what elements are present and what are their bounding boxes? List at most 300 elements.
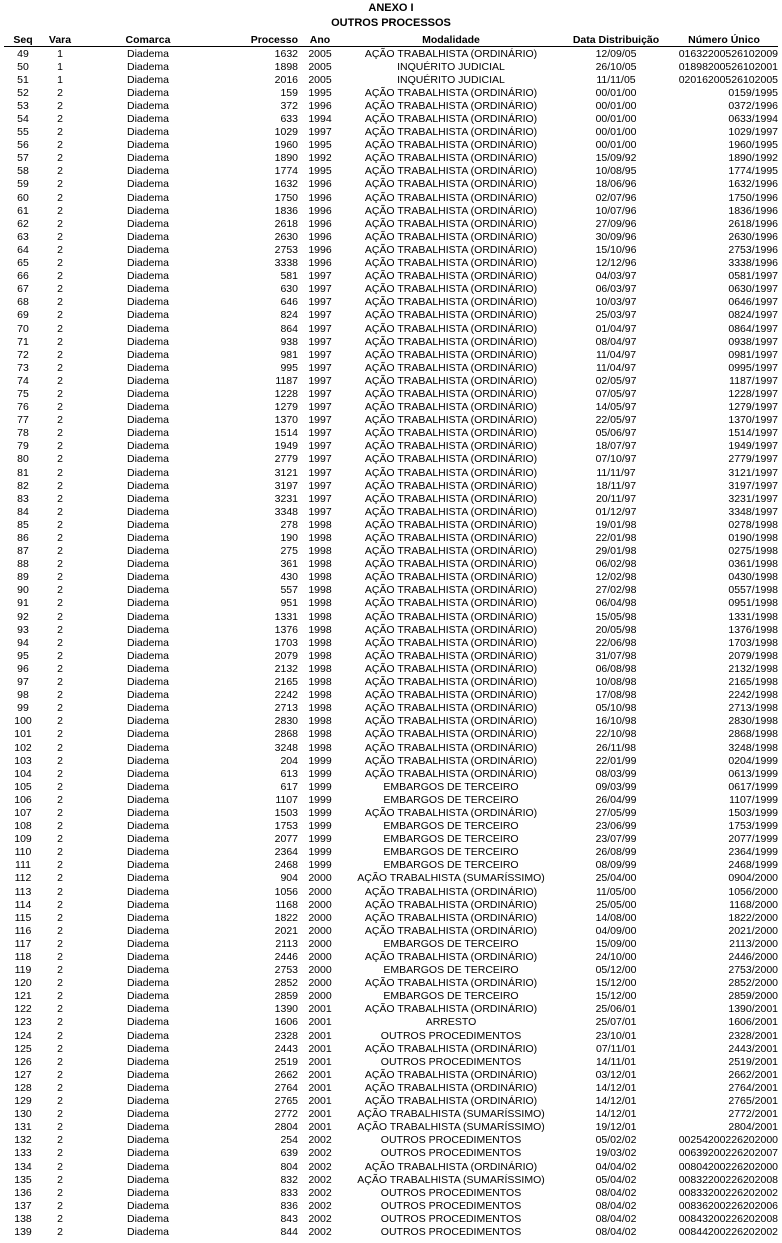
table-row [4, 1160, 778, 1173]
cell-processo: 843 [280, 1212, 298, 1225]
cell-numero-unico: 1703/1998 [728, 636, 778, 649]
cell-numero-unico: 3248/1998 [728, 741, 778, 754]
cell-vara: 2 [57, 348, 63, 361]
cell-ano: 2000 [308, 977, 332, 990]
table-row [4, 833, 778, 846]
cell-modalidade: AÇÃO TRABALHISTA (ORDINÁRIO) [364, 361, 538, 374]
cell-data-distribuicao: 07/10/97 [595, 453, 637, 466]
cell-ano: 2000 [308, 872, 332, 885]
cell-seq: 139 [14, 1225, 32, 1238]
cell-comarca: Diadema [126, 597, 170, 610]
cell-numero-unico: 2021/2000 [728, 924, 778, 937]
cell-ano: 1997 [308, 387, 332, 400]
cell-ano: 1998 [308, 649, 332, 662]
table-row [4, 937, 778, 950]
cell-processo: 995 [280, 361, 298, 374]
cell-data-distribuicao: 14/05/97 [595, 401, 637, 414]
table-row [4, 597, 778, 610]
cell-data-distribuicao: 00/01/00 [595, 99, 637, 112]
cell-vara: 2 [57, 1225, 63, 1238]
cell-processo: 2764 [274, 1081, 298, 1094]
cell-numero-unico: 0617/1999 [728, 780, 778, 793]
cell-numero-unico: 00254200226202000 [678, 1134, 778, 1147]
cell-data-distribuicao: 22/10/98 [595, 728, 637, 741]
cell-modalidade: AÇÃO TRABALHISTA (SUMARÍSSIMO) [357, 1108, 545, 1121]
cell-modalidade: AÇÃO TRABALHISTA (ORDINÁRIO) [364, 558, 538, 571]
cell-ano: 1997 [308, 283, 332, 296]
cell-numero-unico: 0275/1998 [728, 545, 778, 558]
cell-numero-unico: 01898200526102001 [678, 60, 778, 73]
table-row [4, 99, 778, 112]
cell-comarca: Diadema [126, 414, 170, 427]
cell-ano: 1995 [308, 165, 332, 178]
cell-data-distribuicao: 07/05/97 [595, 387, 637, 400]
table-row [4, 977, 778, 990]
cell-modalidade: AÇÃO TRABALHISTA (ORDINÁRIO) [364, 584, 538, 597]
cell-comarca: Diadema [126, 139, 170, 152]
cell-ano: 1999 [308, 833, 332, 846]
document-title: ANEXO I [368, 2, 414, 14]
cell-data-distribuicao: 01/04/97 [595, 322, 637, 335]
cell-numero-unico: 2662/2001 [728, 1068, 778, 1081]
cell-ano: 2001 [308, 1055, 332, 1068]
cell-processo: 1331 [274, 610, 298, 623]
cell-seq: 97 [17, 676, 29, 689]
cell-ano: 1997 [308, 492, 332, 505]
cell-ano: 1997 [308, 427, 332, 440]
cell-processo: 1107 [275, 793, 298, 806]
cell-ano: 2000 [308, 885, 332, 898]
cell-vara: 2 [57, 1016, 63, 1029]
cell-ano: 1999 [308, 780, 332, 793]
cell-numero-unico: 0278/1998 [728, 518, 778, 531]
table-row [4, 283, 778, 296]
cell-vara: 2 [57, 479, 63, 492]
cell-comarca: Diadema [126, 479, 170, 492]
cell-comarca: Diadema [126, 793, 170, 806]
cell-processo: 864 [280, 322, 298, 335]
cell-modalidade: AÇÃO TRABALHISTA (ORDINÁRIO) [364, 741, 538, 754]
cell-comarca: Diadema [126, 558, 170, 571]
cell-processo: 2713 [274, 702, 298, 715]
cell-numero-unico: 1168/2000 [729, 898, 778, 911]
cell-vara: 2 [57, 296, 63, 309]
cell-comarca: Diadema [126, 1003, 170, 1016]
cell-ano: 1998 [308, 558, 332, 571]
cell-numero-unico: 1187/1997 [729, 374, 778, 387]
cell-comarca: Diadema [126, 374, 170, 387]
table-row [4, 387, 778, 400]
table-row [4, 584, 778, 597]
table-row [4, 1121, 778, 1134]
cell-seq: 70 [17, 322, 29, 335]
cell-comarca: Diadema [126, 466, 170, 479]
cell-data-distribuicao: 05/04/02 [595, 1173, 637, 1186]
cell-data-distribuicao: 01/12/97 [595, 505, 637, 518]
cell-processo: 1703 [274, 636, 298, 649]
cell-seq: 122 [14, 1003, 32, 1016]
cell-vara: 2 [57, 466, 63, 479]
cell-comarca: Diadema [126, 584, 170, 597]
cell-ano: 1997 [308, 401, 332, 414]
cell-ano: 1998 [308, 741, 332, 754]
cell-processo: 613 [280, 767, 298, 780]
cell-numero-unico: 2852/2000 [728, 977, 778, 990]
cell-vara: 2 [57, 532, 63, 545]
cell-data-distribuicao: 11/11/97 [596, 466, 636, 479]
cell-numero-unico: 0581/1997 [728, 270, 778, 283]
cell-data-distribuicao: 06/08/98 [595, 662, 637, 675]
table-row [4, 741, 778, 754]
cell-comarca: Diadema [126, 676, 170, 689]
cell-vara: 2 [57, 793, 63, 806]
table-row [4, 178, 778, 191]
table-row [4, 649, 778, 662]
cell-vara: 2 [57, 165, 63, 178]
cell-seq: 102 [14, 741, 32, 754]
cell-seq: 68 [17, 296, 29, 309]
cell-numero-unico: 1606/2001 [728, 1016, 778, 1029]
cell-comarca: Diadema [126, 1173, 170, 1186]
cell-comarca: Diadema [126, 217, 170, 230]
cell-vara: 2 [57, 361, 63, 374]
cell-numero-unico: 0951/1998 [728, 597, 778, 610]
cell-modalidade: EMBARGOS DE TERCEIRO [383, 820, 519, 833]
cell-vara: 2 [57, 689, 63, 702]
cell-numero-unico: 00844200226202002 [678, 1225, 778, 1238]
cell-vara: 2 [57, 1186, 63, 1199]
cell-data-distribuicao: 31/07/98 [595, 649, 637, 662]
cell-modalidade: AÇÃO TRABALHISTA (ORDINÁRIO) [364, 401, 538, 414]
cell-numero-unico: 0938/1997 [728, 335, 778, 348]
cell-data-distribuicao: 23/10/01 [595, 1029, 637, 1042]
cell-ano: 1997 [308, 296, 332, 309]
cell-data-distribuicao: 06/02/98 [595, 558, 637, 571]
cell-vara: 2 [57, 977, 63, 990]
cell-processo: 581 [280, 270, 298, 283]
cell-comarca: Diadema [126, 990, 170, 1003]
cell-modalidade: AÇÃO TRABALHISTA (ORDINÁRIO) [364, 387, 538, 400]
cell-seq: 55 [17, 126, 29, 139]
cell-data-distribuicao: 15/09/00 [595, 937, 637, 950]
cell-vara: 2 [57, 113, 63, 126]
table-row [4, 1186, 778, 1199]
cell-modalidade: AÇÃO TRABALHISTA (ORDINÁRIO) [364, 610, 538, 623]
cell-vara: 2 [57, 387, 63, 400]
table-row [4, 191, 778, 204]
cell-vara: 2 [57, 662, 63, 675]
table-row [4, 492, 778, 505]
cell-seq: 101 [14, 728, 32, 741]
cell-ano: 2000 [308, 911, 332, 924]
cell-seq: 69 [17, 309, 29, 322]
cell-modalidade: AÇÃO TRABALHISTA (ORDINÁRIO) [364, 322, 538, 335]
cell-numero-unico: 0361/1998 [728, 558, 778, 571]
cell-vara: 2 [57, 649, 63, 662]
cell-seq: 93 [17, 623, 29, 636]
cell-vara: 2 [57, 230, 63, 243]
cell-processo: 557 [280, 584, 298, 597]
cell-numero-unico: 1056/2000 [728, 885, 778, 898]
cell-modalidade: AÇÃO TRABALHISTA (ORDINÁRIO) [364, 505, 538, 518]
cell-processo: 2630 [274, 230, 298, 243]
table-row [4, 257, 778, 270]
cell-modalidade: AÇÃO TRABALHISTA (ORDINÁRIO) [364, 728, 538, 741]
cell-vara: 2 [57, 178, 63, 191]
cell-data-distribuicao: 27/02/98 [595, 584, 637, 597]
cell-numero-unico: 1107/1999 [729, 793, 778, 806]
cell-vara: 2 [57, 1042, 63, 1055]
cell-comarca: Diadema [126, 322, 170, 335]
cell-vara: 2 [57, 217, 63, 230]
cell-modalidade: AÇÃO TRABALHISTA (ORDINÁRIO) [364, 479, 538, 492]
cell-ano: 2000 [308, 937, 332, 950]
cell-ano: 1997 [308, 505, 332, 518]
cell-seq: 137 [14, 1199, 32, 1212]
table-row [4, 440, 778, 453]
cell-processo: 646 [280, 296, 298, 309]
cell-modalidade: AÇÃO TRABALHISTA (ORDINÁRIO) [364, 806, 538, 819]
cell-numero-unico: 00843200226202008 [678, 1212, 778, 1225]
cell-comarca: Diadema [126, 977, 170, 990]
cell-data-distribuicao: 05/12/00 [595, 964, 637, 977]
cell-modalidade: AÇÃO TRABALHISTA (ORDINÁRIO) [364, 99, 538, 112]
table-row [4, 243, 778, 256]
cell-data-distribuicao: 18/07/97 [595, 440, 637, 453]
cell-numero-unico: 1370/1997 [728, 414, 778, 427]
cell-seq: 85 [17, 518, 29, 531]
cell-vara: 2 [57, 270, 63, 283]
cell-comarca: Diadema [126, 780, 170, 793]
table-row [4, 335, 778, 348]
cell-data-distribuicao: 05/10/98 [595, 702, 637, 715]
cell-seq: 109 [14, 833, 32, 846]
cell-comarca: Diadema [126, 846, 170, 859]
cell-ano: 1997 [308, 453, 332, 466]
cell-seq: 75 [17, 387, 29, 400]
cell-numero-unico: 01632200526102009 [678, 47, 778, 60]
cell-processo: 2077 [274, 833, 298, 846]
cell-data-distribuicao: 08/04/97 [595, 335, 637, 348]
cell-ano: 1996 [308, 257, 332, 270]
cell-numero-unico: 2328/2001 [728, 1029, 778, 1042]
cell-vara: 2 [57, 937, 63, 950]
table-row [4, 152, 778, 165]
cell-ano: 1997 [308, 270, 332, 283]
cell-vara: 2 [57, 374, 63, 387]
cell-ano: 1998 [308, 636, 332, 649]
cell-numero-unico: 0824/1997 [728, 309, 778, 322]
cell-numero-unico: 1228/1997 [728, 387, 778, 400]
cell-comarca: Diadema [126, 518, 170, 531]
cell-numero-unico: 1279/1997 [728, 401, 778, 414]
cell-numero-unico: 00804200226202000 [678, 1160, 778, 1173]
cell-vara: 2 [57, 859, 63, 872]
cell-processo: 1750 [274, 191, 298, 204]
cell-processo: 1606 [274, 1016, 298, 1029]
cell-numero-unico: 1750/1996 [728, 191, 778, 204]
cell-ano: 1995 [308, 139, 332, 152]
cell-modalidade: AÇÃO TRABALHISTA (ORDINÁRIO) [364, 885, 538, 898]
cell-seq: 128 [14, 1081, 32, 1094]
cell-ano: 1997 [308, 126, 332, 139]
cell-numero-unico: 2868/1998 [728, 728, 778, 741]
cell-seq: 135 [14, 1173, 32, 1186]
cell-ano: 1998 [308, 702, 332, 715]
cell-modalidade: AÇÃO TRABALHISTA (ORDINÁRIO) [364, 113, 538, 126]
cell-vara: 2 [57, 623, 63, 636]
cell-modalidade: EMBARGOS DE TERCEIRO [383, 793, 519, 806]
cell-processo: 1822 [274, 911, 298, 924]
cell-comarca: Diadema [126, 505, 170, 518]
cell-ano: 1999 [308, 806, 332, 819]
cell-data-distribuicao: 26/11/98 [595, 741, 637, 754]
cell-vara: 2 [57, 584, 63, 597]
cell-modalidade: AÇÃO TRABALHISTA (SUMARÍSSIMO) [357, 872, 545, 885]
cell-seq: 116 [14, 924, 32, 937]
cell-seq: 62 [17, 217, 29, 230]
cell-comarca: Diadema [126, 492, 170, 505]
table-row [4, 518, 778, 531]
cell-ano: 2002 [308, 1225, 332, 1238]
cell-processo: 159 [280, 86, 298, 99]
table-row [4, 1147, 778, 1160]
table-row [4, 126, 778, 139]
cell-vara: 2 [57, 715, 63, 728]
cell-comarca: Diadema [126, 937, 170, 950]
cell-numero-unico: 3348/1997 [728, 505, 778, 518]
cell-data-distribuicao: 25/04/00 [595, 872, 637, 885]
cell-data-distribuicao: 19/03/02 [595, 1147, 637, 1160]
cell-processo: 361 [280, 558, 298, 571]
cell-comarca: Diadema [126, 728, 170, 741]
cell-processo: 1056 [274, 885, 298, 898]
cell-vara: 2 [57, 492, 63, 505]
table-row [4, 1055, 778, 1068]
cell-processo: 833 [280, 1186, 298, 1199]
cell-numero-unico: 0204/1999 [728, 754, 778, 767]
cell-data-distribuicao: 25/06/01 [595, 1003, 637, 1016]
cell-ano: 2001 [308, 1121, 332, 1134]
col-header-processo: Processo [218, 34, 300, 47]
cell-vara: 2 [57, 243, 63, 256]
cell-vara: 2 [57, 741, 63, 754]
col-header-seq: Seq [4, 34, 42, 47]
cell-seq: 110 [14, 846, 32, 859]
cell-data-distribuicao: 02/07/96 [595, 191, 637, 204]
cell-seq: 96 [17, 662, 29, 675]
cell-modalidade: AÇÃO TRABALHISTA (ORDINÁRIO) [364, 1081, 538, 1094]
cell-data-distribuicao: 14/12/01 [595, 1081, 637, 1094]
cell-modalidade: AÇÃO TRABALHISTA (ORDINÁRIO) [364, 676, 538, 689]
cell-comarca: Diadema [126, 1081, 170, 1094]
cell-seq: 80 [17, 453, 29, 466]
cell-ano: 1997 [308, 414, 332, 427]
cell-vara: 2 [57, 99, 63, 112]
cell-processo: 278 [280, 518, 298, 531]
cell-vara: 2 [57, 558, 63, 571]
cell-processo: 630 [280, 283, 298, 296]
cell-seq: 112 [14, 872, 32, 885]
cell-seq: 131 [14, 1121, 32, 1134]
col-header-modalidade: Modalidade [340, 34, 562, 47]
cell-ano: 2001 [308, 1095, 332, 1108]
cell-ano: 1998 [308, 610, 332, 623]
cell-comarca: Diadema [126, 571, 170, 584]
cell-vara: 2 [57, 571, 63, 584]
cell-modalidade: EMBARGOS DE TERCEIRO [383, 964, 519, 977]
table-row [4, 466, 778, 479]
cell-comarca: Diadema [126, 1055, 170, 1068]
cell-ano: 1998 [308, 571, 332, 584]
cell-vara: 2 [57, 257, 63, 270]
cell-modalidade: AÇÃO TRABALHISTA (ORDINÁRIO) [364, 1003, 538, 1016]
cell-vara: 2 [57, 139, 63, 152]
cell-seq: 73 [17, 361, 29, 374]
cell-modalidade: AÇÃO TRABALHISTA (ORDINÁRIO) [364, 924, 538, 937]
cell-ano: 2002 [308, 1186, 332, 1199]
cell-data-distribuicao: 11/04/97 [595, 361, 637, 374]
cell-numero-unico: 1514/1997 [728, 427, 778, 440]
cell-processo: 254 [280, 1134, 298, 1147]
table-row [4, 1042, 778, 1055]
cell-vara: 2 [57, 754, 63, 767]
cell-comarca: Diadema [126, 610, 170, 623]
table-row [4, 636, 778, 649]
cell-seq: 132 [14, 1134, 32, 1147]
cell-ano: 1995 [308, 86, 332, 99]
cell-comarca: Diadema [126, 73, 170, 86]
cell-comarca: Diadema [126, 204, 170, 217]
cell-data-distribuicao: 15/09/92 [595, 152, 637, 165]
cell-vara: 2 [57, 597, 63, 610]
cell-processo: 3248 [274, 741, 298, 754]
cell-ano: 1998 [308, 728, 332, 741]
cell-processo: 951 [280, 597, 298, 610]
cell-numero-unico: 1774/1995 [728, 165, 778, 178]
cell-ano: 1996 [308, 191, 332, 204]
cell-numero-unico: 1632/1996 [728, 178, 778, 191]
cell-data-distribuicao: 11/04/97 [595, 348, 637, 361]
cell-seq: 108 [14, 820, 32, 833]
cell-numero-unico: 0630/1997 [728, 283, 778, 296]
cell-vara: 2 [57, 427, 63, 440]
cell-comarca: Diadema [126, 401, 170, 414]
cell-processo: 275 [280, 545, 298, 558]
table-row [4, 401, 778, 414]
cell-comarca: Diadema [126, 623, 170, 636]
cell-comarca: Diadema [126, 636, 170, 649]
cell-seq: 77 [17, 414, 29, 427]
cell-comarca: Diadema [126, 191, 170, 204]
cell-vara: 2 [57, 702, 63, 715]
cell-processo: 2113 [275, 937, 298, 950]
cell-ano: 1996 [308, 243, 332, 256]
cell-seq: 106 [14, 793, 32, 806]
cell-modalidade: EMBARGOS DE TERCEIRO [383, 990, 519, 1003]
cell-numero-unico: 2519/2001 [728, 1055, 778, 1068]
cell-numero-unico: 2713/1998 [728, 702, 778, 715]
cell-processo: 3121 [274, 466, 298, 479]
table-row [4, 623, 778, 636]
cell-modalidade: AÇÃO TRABALHISTA (ORDINÁRIO) [364, 309, 538, 322]
cell-processo: 1168 [275, 898, 298, 911]
cell-ano: 2001 [308, 1042, 332, 1055]
cell-modalidade: AÇÃO TRABALHISTA (ORDINÁRIO) [364, 977, 538, 990]
table-row [4, 1095, 778, 1108]
cell-modalidade: AÇÃO TRABALHISTA (ORDINÁRIO) [364, 649, 538, 662]
cell-processo: 2079 [274, 649, 298, 662]
